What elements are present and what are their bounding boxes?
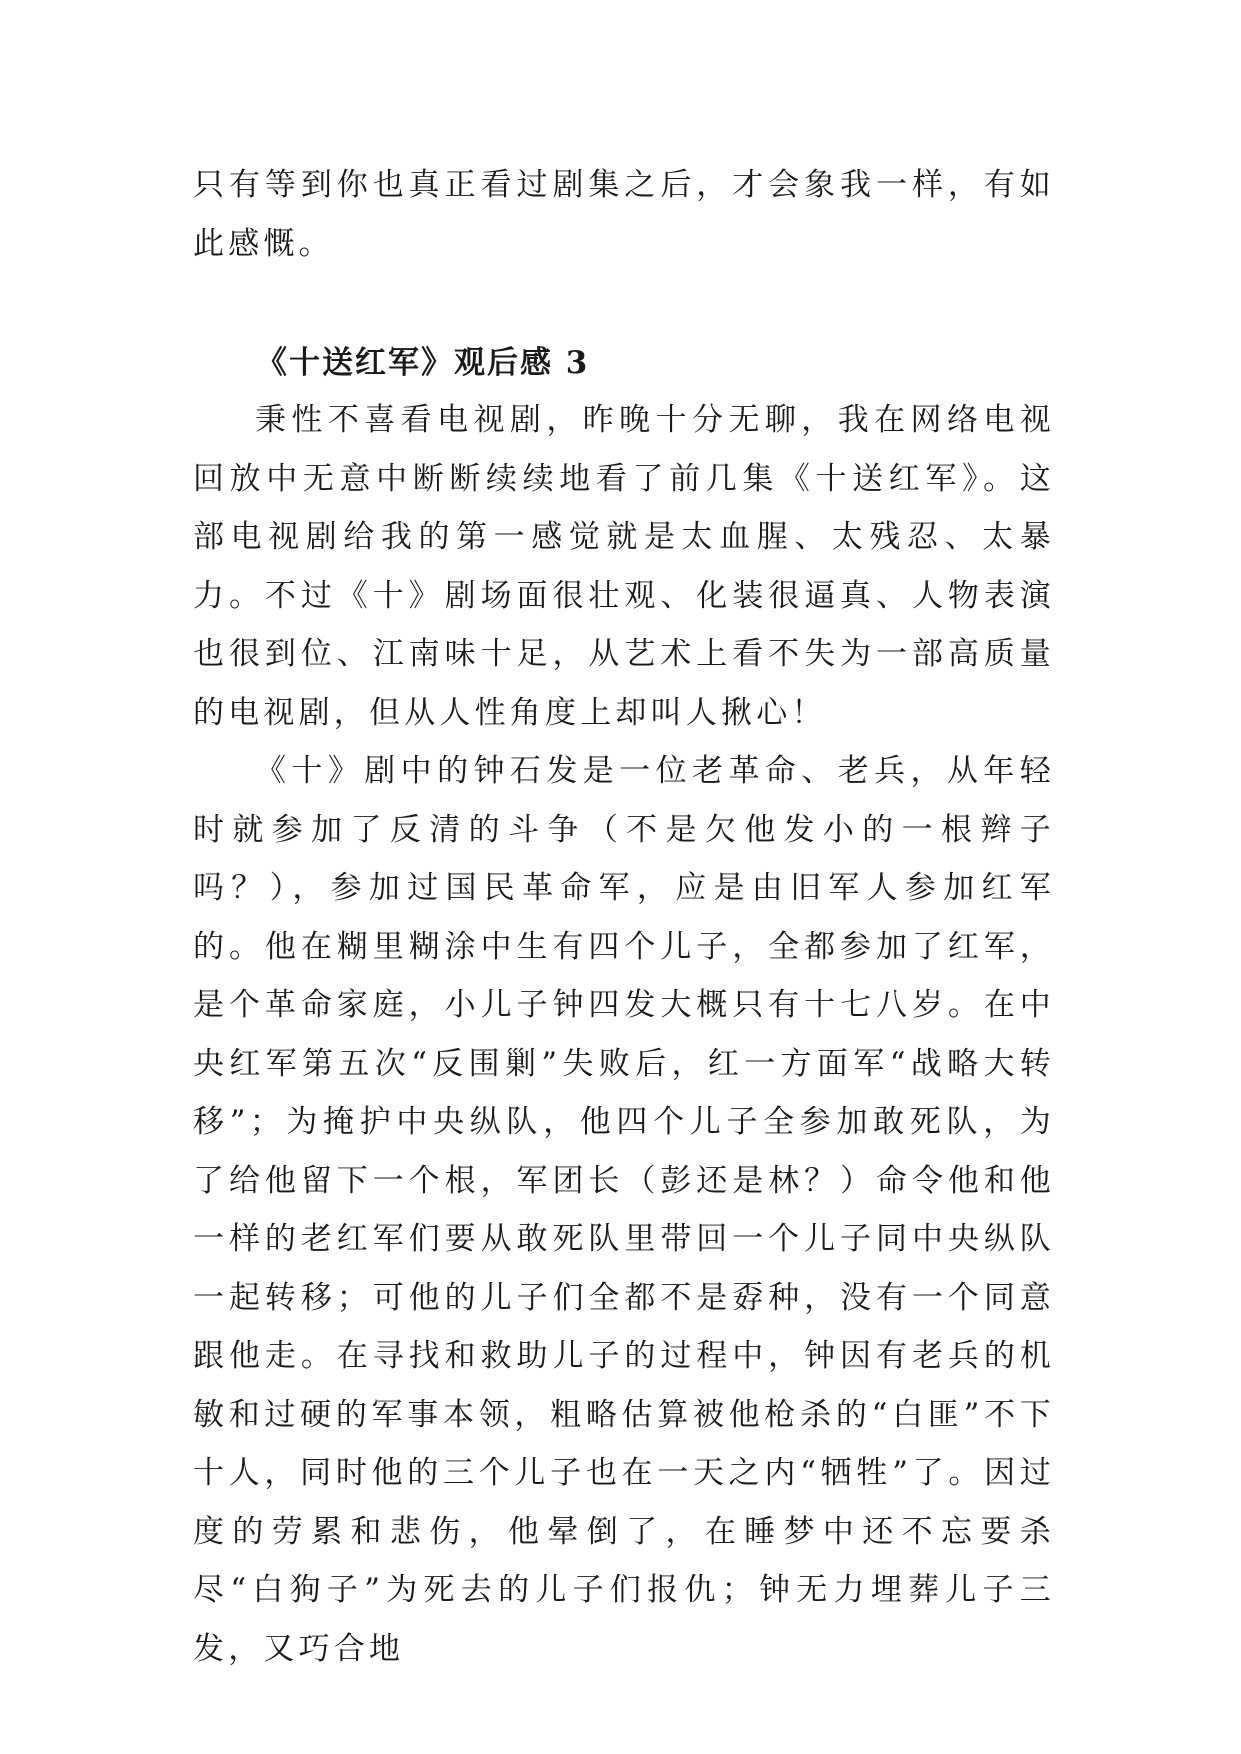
section-heading: 《十送红军》观后感 3 (256, 345, 590, 381)
body-paragraph-1: 秉性不喜看电视剧，昨晚十分无聊，我在网络电视回放中无意中断断续续地看了前几集《十送红军》。这部电视剧给我的第一感觉就是太血腥、太残忍、太暴力。不过《十》剧场面很壮观、化装很逼真、人物表演也很到位、江南味十足，从艺术上看不失为一部高质量的电视剧，但从人性角度上却叫人揪心！ (193, 402, 1055, 731)
intro-paragraph: 只有等到你也真正看过剧集之后，才会象我一样，有如此感慨。 (193, 167, 1055, 262)
body-paragraph-2: 《十》剧中的钟石发是一位老革命、老兵，从年轻时就参加了反清的斗争（不是欠他发小的一根辫子吗？），参加过国民革命军，应是由旧军人参加红军的。他在糊里糊涂中生有四个儿子，全都参加了红军，是个革命家庭，小儿子钟四发大概只有十七八岁。在中央红军第五次“反围剿”失败后，红一方面军“战略大转移”；为掩护中央纵队，他四个儿子全参加敢死队，为了给他留下一个根，军团长（彭还是林？）命令他和他一样的老红军们要从敢死队里带回一个儿子同中央纵队一起转移；可他的儿子们全都不是孬种，没有一个同意跟他走。在寻找和救助儿子的过程中，钟因有老兵的机敏和过硬的军事本领，粗略估算被他枪杀的“白匪”不下十人，同时他的三个儿子也在一天之内“牺牲”了。因过度的劳累和悲伤，他晕倒了，在睡梦中还不忘要杀尽“白狗子”为死去的儿子们报仇；钟无力埋葬儿子三发，又巧合地 (193, 753, 1055, 1667)
body-text (193, 391, 1055, 1678)
